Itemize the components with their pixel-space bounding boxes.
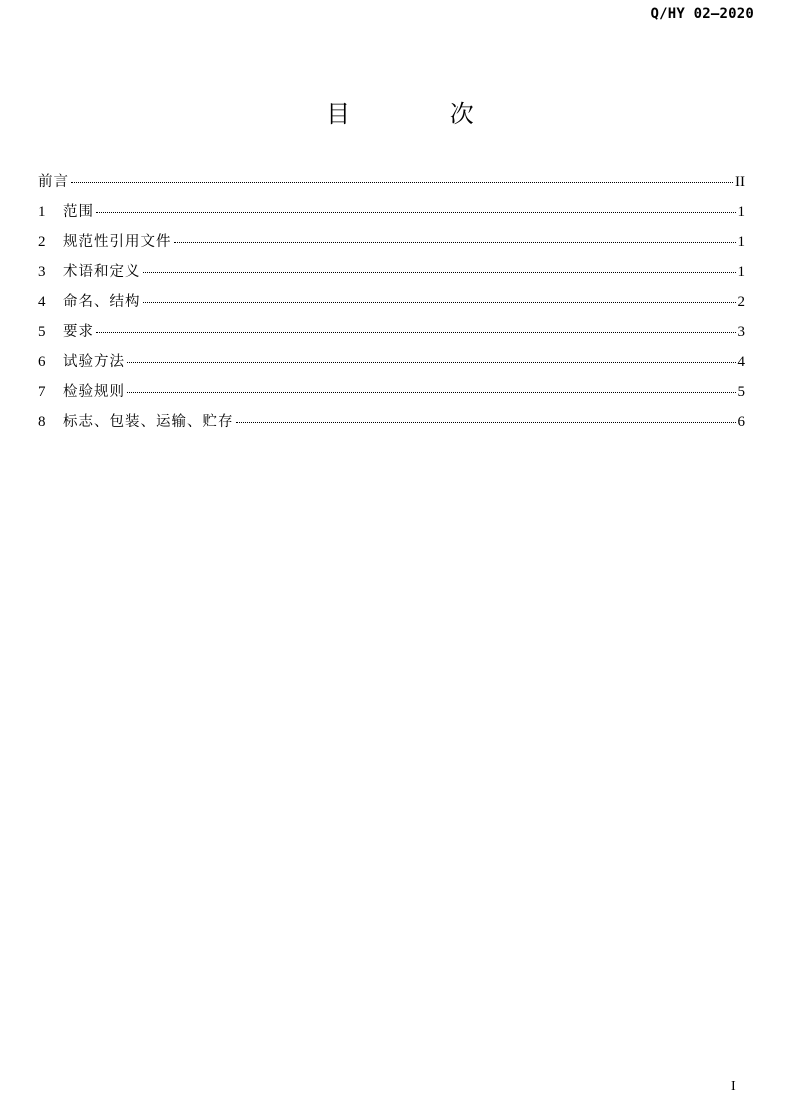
toc-entry-page: 2 xyxy=(737,294,745,310)
toc-entry-1[interactable] xyxy=(38,200,745,230)
toc-entry-label: 标志、包装、运输、贮存 xyxy=(63,414,234,430)
page-number: I xyxy=(731,1079,736,1094)
toc-entry-page: 4 xyxy=(737,354,745,370)
toc-entry-page: 1 xyxy=(737,204,745,220)
dot-leader xyxy=(174,242,736,243)
dot-leader xyxy=(143,272,736,273)
toc-entry-5[interactable] xyxy=(38,320,745,350)
toc-entry-number: 5 xyxy=(38,324,46,340)
toc-entry-number: 1 xyxy=(38,204,46,220)
toc-entry-label: 术语和定义 xyxy=(63,264,141,280)
toc-entry-number: 4 xyxy=(38,294,46,310)
toc-entry-2[interactable] xyxy=(38,230,745,260)
toc-entry-label: 命名、结构 xyxy=(63,294,141,310)
toc-list xyxy=(38,170,745,440)
toc-entry-6[interactable] xyxy=(38,350,745,380)
dot-leader xyxy=(71,182,733,183)
dot-leader xyxy=(143,302,736,303)
toc-entry-label: 范围 xyxy=(63,204,94,220)
toc-entry-number: 8 xyxy=(38,414,46,430)
dot-leader xyxy=(96,332,736,333)
toc-entry-page: 3 xyxy=(737,324,745,340)
dot-leader xyxy=(96,212,736,213)
toc-entry-7[interactable] xyxy=(38,380,745,410)
toc-entry-label: 检验规则 xyxy=(63,384,125,400)
toc-entry-number: 6 xyxy=(38,354,46,370)
toc-entry-number: 2 xyxy=(38,234,46,250)
toc-entry-label: 试验方法 xyxy=(63,354,125,370)
dot-leader xyxy=(127,362,736,363)
toc-entry-page: 6 xyxy=(737,414,745,430)
toc-entry-label: 前言 xyxy=(38,174,69,190)
toc-entry-page: 5 xyxy=(737,384,745,400)
toc-entry-8[interactable] xyxy=(38,410,745,440)
toc-entry-4[interactable] xyxy=(38,290,745,320)
toc-entry-label: 规范性引用文件 xyxy=(63,234,172,250)
document-code: Q/HY 02—2020 xyxy=(650,6,754,22)
dot-leader xyxy=(236,422,736,423)
toc-entry-page: 1 xyxy=(737,264,745,280)
toc-entry-foreword[interactable] xyxy=(38,170,745,200)
toc-entry-page: 1 xyxy=(737,234,745,250)
toc-entry-page: II xyxy=(735,174,745,190)
toc-entry-number: 7 xyxy=(38,384,46,400)
dot-leader xyxy=(127,392,736,393)
toc-entry-number: 3 xyxy=(38,264,46,280)
toc-title: 目 次 xyxy=(326,100,520,128)
toc-entry-label: 要求 xyxy=(63,324,94,340)
toc-entry-3[interactable] xyxy=(38,260,745,290)
